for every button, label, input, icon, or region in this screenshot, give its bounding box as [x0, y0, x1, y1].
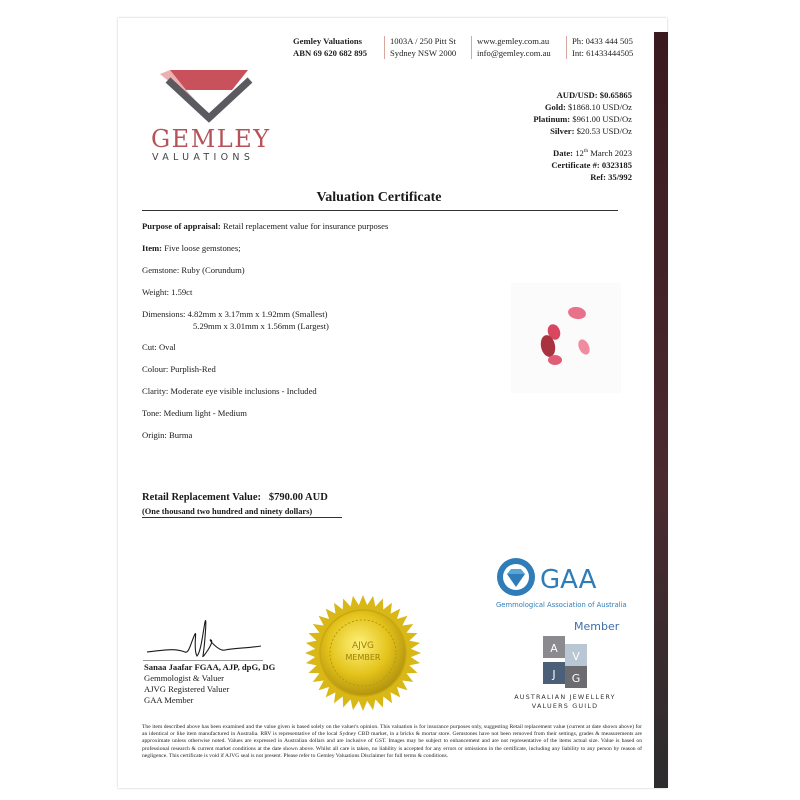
- address-line1: 1003A / 250 Pitt St: [390, 36, 456, 46]
- gaa-subtitle: Gemmological Association of Australia: [496, 601, 627, 609]
- retail-replacement-value: Retail Replacement Value: $790.00 AUD: [142, 492, 328, 503]
- origin-field: Origin: Burma: [142, 430, 193, 440]
- svg-text:AJVG: AJVG: [352, 641, 374, 651]
- company-abn: ABN 69 620 682 895: [293, 47, 368, 58]
- certificate-ref: Ref: 35/992: [590, 171, 632, 182]
- logo-wordmark: GEMLEY: [151, 125, 271, 153]
- item-field: Item: Five loose gemstones;: [142, 243, 241, 253]
- platinum-rate: Platinum: $961.00 USD/Oz: [533, 114, 632, 124]
- company-website: www.gemley.com.au: [477, 36, 550, 46]
- tone-field: Tone: Medium light - Medium: [142, 408, 247, 418]
- silver-rate: Silver: $20.53 USD/Oz: [550, 126, 632, 136]
- certificate-title: Valuation Certificate: [316, 190, 442, 205]
- value-underline: [142, 517, 342, 518]
- ajvg-letter-v: V: [572, 650, 580, 663]
- gaa-title: GAA: [540, 565, 597, 595]
- dimensions-field: Dimensions: 4.82mm x 3.17mm x 1.92mm (Smallest) 5.29mm x 3.01mm x 1.56mm (Largest): [142, 309, 329, 331]
- signatory-registration: AJVG Registered Valuer: [144, 684, 230, 694]
- signatory-name: Sanaa Jaafar FGAA, AJP, dpG, DG: [144, 662, 276, 672]
- logo-subtitle: VALUATIONS: [152, 152, 255, 163]
- header-company-col: [293, 36, 367, 59]
- ajvg-letter-j: J: [552, 668, 556, 681]
- header-address-col: [384, 36, 456, 59]
- gaa-badge: [494, 557, 634, 617]
- title-divider: [142, 210, 618, 211]
- certificate-number: Certificate #: 0323185: [551, 159, 632, 170]
- address-line2: Sydney NSW 2000: [390, 47, 457, 58]
- cut-field: Cut: Oval: [142, 342, 176, 352]
- aud-usd-rate: AUD/USD: $0.65865: [556, 90, 632, 100]
- clarity-field: Clarity: Moderate eye visible inclusions - Included: [142, 386, 317, 396]
- gemstone-photo: [511, 283, 621, 393]
- weight-field: Weight: 1.59ct: [142, 287, 193, 297]
- company-email: info@gemley.com.au: [477, 47, 551, 58]
- disclaimer-text: The item described above has been examined and the value given is based solely on the valuer's opinion. This valuation is for insurance purposes only, suggesting Retail replacement value (current at date shown above) for an identical or like item manufactured in Australia. RRV is representative of the local Sydney CBD market, in a bricks & mortar store. Gemstones have not been removed from their settings, grades & measurements are approximate unless otherwise noted. Values are expressed in Australian dollars and are inclusive of GST. Images may be subject to enhancement and are not representative of the items actual size. Value is based on professional research & current market conditions at the date shown above. Whilst all care is taken, no liability is accepted for any errors or omissions in the certificate, including any liability to any person by reason of negligence. This certificate is void if AJVG seal is not present. Please refer to Gemley Valuations Disclaimer for full terms & conditions.: [142, 724, 642, 759]
- svg-text:MEMBER: MEMBER: [345, 653, 381, 662]
- certificate-date: Date: 12th March 2023: [553, 147, 632, 158]
- signature-line: [143, 660, 263, 661]
- ajvg-letter-a: A: [550, 642, 558, 655]
- valuer-signature: [145, 612, 265, 664]
- gemstone-field: Gemstone: Ruby (Corundum): [142, 265, 245, 275]
- value-in-words: (One thousand two hundred and ninety dollars): [142, 507, 313, 516]
- certificate-info: [551, 145, 632, 183]
- signatory-role: Gemmologist & Valuer: [144, 673, 225, 683]
- ajvg-gold-seal: [302, 592, 424, 714]
- company-intl-phone: Int: 61433444505: [572, 47, 634, 58]
- ajvg-letter-g: G: [571, 672, 581, 685]
- gold-rate: Gold: $1868.10 USD/Oz: [544, 102, 632, 112]
- header-phone-col: [566, 36, 633, 59]
- ajvg-name: AUSTRALIAN JEWELLERY VALUERS GUILD: [514, 693, 616, 710]
- ajvg-badge: [531, 636, 591, 690]
- signatory-block: [144, 662, 275, 706]
- signatory-membership: GAA Member: [144, 695, 194, 705]
- header-web-col: [471, 36, 551, 59]
- company-name: Gemley Valuations: [293, 36, 362, 46]
- company-phone: Ph: 0433 444 505: [572, 36, 633, 46]
- purpose-field: Purpose of appraisal: Retail replacement value for insurance purposes: [142, 221, 389, 231]
- member-label: Member: [574, 620, 620, 633]
- side-accent-bar: [654, 32, 668, 788]
- colour-field: Colour: Purplish-Red: [142, 364, 216, 374]
- metal-rates: [533, 89, 632, 137]
